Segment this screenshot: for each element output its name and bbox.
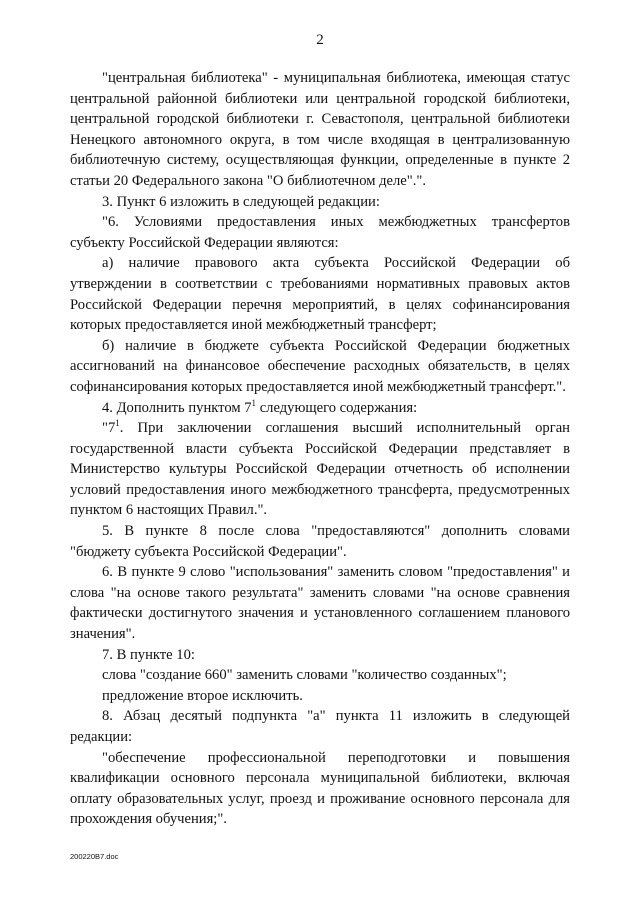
text-span: . При заключении соглашения высший исполнительный орган государственной власти субъекта Российской Федерации представляет в Министерство культуры Российской Федерации отчетность об исполнении условий предоставления иного межбюджетного трансферта, предусмотренных пунктом 6 настоящих Правил.". xyxy=(70,420,570,519)
text-span: 4. Дополнить пунктом 7 xyxy=(102,399,252,416)
paragraph-item-4 xyxy=(70,398,570,419)
superscript: 1 xyxy=(115,418,120,429)
paragraph-item-7: 7. В пункте 10: xyxy=(102,646,195,663)
paragraph-item-7-words: слова "создание 660" заменить словами "количество созданных"; xyxy=(102,667,507,684)
paragraph-item-8-text: "обеспечение профессиональной переподготовки и повышения квалификации основного персонала муниципальной библиотеки, включая оплату образовательных услуг, проезд и проживание основного персонала для прохождения обучения;". xyxy=(70,749,570,828)
file-name-footer: 200220В7.doc xyxy=(70,852,119,861)
page-number: 2 xyxy=(316,32,324,48)
paragraph-item-7-sentence: предложение второе исключить. xyxy=(102,687,303,704)
paragraph-subpoint-b: б) наличие в бюджете субъекта Российской Федерации бюджетных ассигнований на финансовое обеспечение расходных обязательств, в целях софинансирования которых предоставляется иной межбюджетный трансферт.". xyxy=(70,337,570,395)
paragraph-central-library-definition: "центральная библиотека" - муниципальная библиотека, имеющая статус центральной районной библиотеки или центральной городской библиотеки, центральной городской библиотеки г. Севастополя, центральной библиотеки Ненецкого автономного округа, в том числе входящая в централизованную библиотечную систему, осуществляющая функции, определенные в пункте 2 статьи 20 Федерального закона "О библиотечном деле".". xyxy=(70,70,570,189)
text-span: следующего содержания: xyxy=(256,399,418,416)
text-span: "7 xyxy=(102,420,116,437)
paragraph-item-5: 5. В пункте 8 после слова "предоставляются" дополнить словами "бюджету субъекта Российской Федерации". xyxy=(70,523,570,560)
paragraph-item-6: 6. В пункте 9 слово "использования" заменить словом "предоставления" и слова "на основе такого результата" заменить словами "на основе сравнения фактически достигнутого значения и установленного соглашением планового значения". xyxy=(70,564,570,643)
paragraph-item-3: 3. Пункт 6 изложить в следующей редакции: xyxy=(102,193,380,210)
paragraph-item-8: 8. Абзац десятый подпункта "а" пункта 11 изложить в следующей редакции: xyxy=(70,708,570,745)
paragraph-subpoint-a: а) наличие правового акта субъекта Российской Федерации об утверждении в соответствии с требованиями нормативных правовых актов Российской Федерации перечня мероприятий, в целях софинансирования которых предоставляется иной межбюджетный трансферт; xyxy=(70,255,570,334)
paragraph-point-6: "6. Условиями предоставления иных межбюджетных трансфертов субъекту Российской Федерации являются: xyxy=(70,214,570,251)
superscript: 1 xyxy=(251,397,257,408)
document-body xyxy=(70,68,570,830)
paragraph-point-7-1 xyxy=(70,418,570,521)
